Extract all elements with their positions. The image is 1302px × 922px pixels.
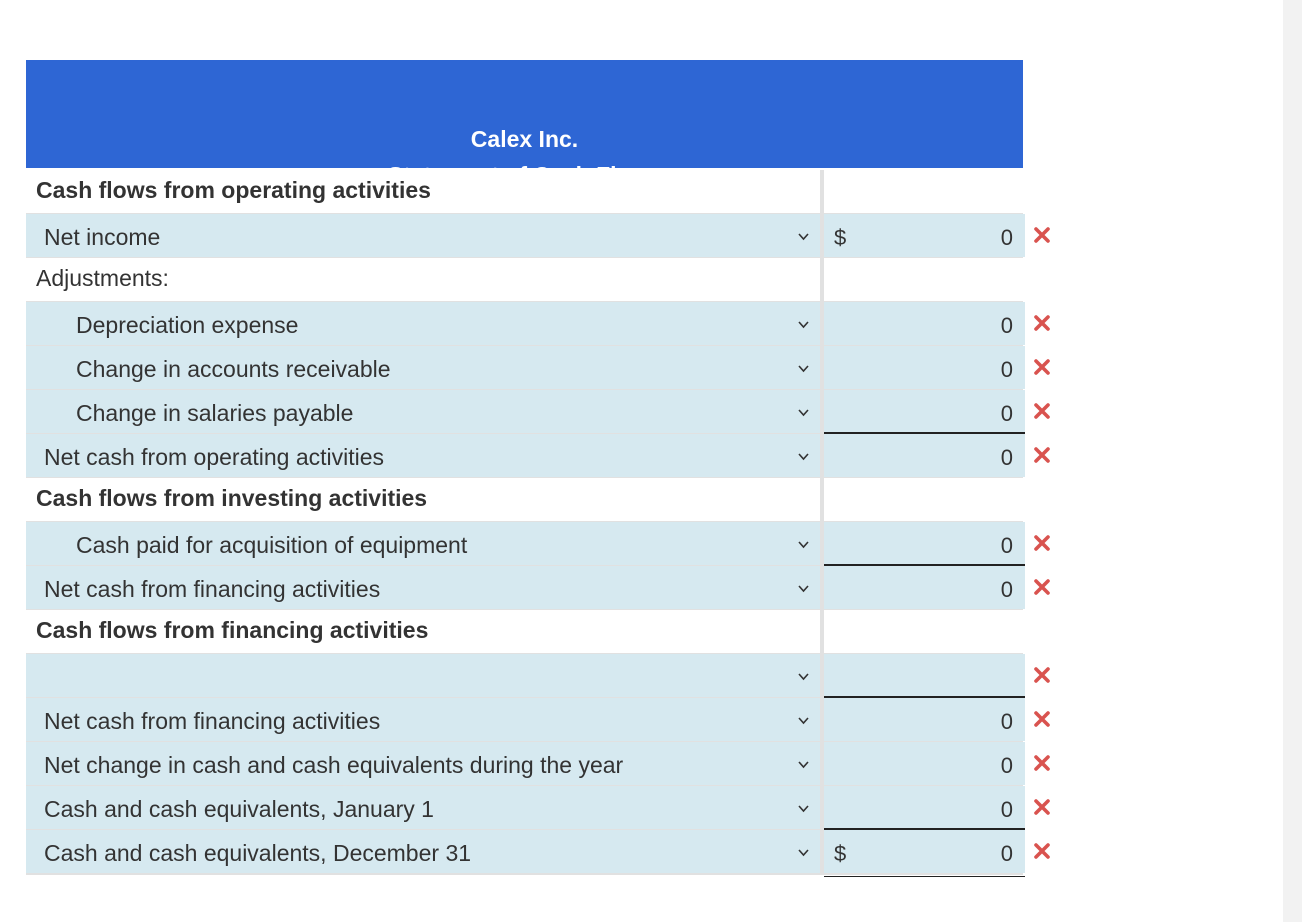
chevron-down-icon (798, 539, 809, 550)
amount-input[interactable] (822, 786, 1025, 829)
amount-value: 0 (1000, 841, 1013, 866)
account-select[interactable] (26, 830, 822, 873)
close-icon (1033, 402, 1051, 420)
section-heading: Cash flows from operating activities (36, 177, 431, 203)
chevron-down-icon (798, 231, 809, 242)
amount-value: 0 (1000, 401, 1013, 426)
table-row (26, 214, 1023, 259)
subheading-label: Adjustments: (36, 265, 169, 291)
amount-cell (822, 258, 1025, 301)
label-cell (26, 478, 822, 521)
amount-input[interactable] (822, 302, 1025, 345)
table-row (26, 522, 1023, 567)
statement-header (26, 60, 1023, 168)
amount-cell (822, 610, 1025, 653)
account-select-value: Cash paid for acquisition of equipment (76, 532, 468, 558)
subheading-row-adjustments (26, 258, 1023, 303)
account-select[interactable] (26, 566, 822, 609)
table-row (26, 434, 1023, 479)
chevron-down-icon (798, 363, 809, 374)
amount-value: 0 (1000, 225, 1013, 250)
section-heading: Cash flows from investing activities (36, 485, 428, 511)
company-name: Calex Inc. (470, 126, 579, 152)
dollar-sign: $ (834, 225, 847, 250)
table-row (26, 654, 1023, 699)
amount-input[interactable] (822, 390, 1025, 433)
close-icon (1033, 842, 1051, 860)
account-select-value: Net change in cash and cash equivalents during the year (44, 752, 624, 778)
account-select-value: Cash and cash equivalents, December 31 (44, 840, 472, 866)
table-row (26, 390, 1023, 435)
chevron-down-icon (798, 803, 809, 814)
amount-value: 0 (1000, 313, 1013, 338)
page-scroll-gutter (1283, 0, 1302, 922)
account-select[interactable] (26, 390, 822, 433)
section-row-investing (26, 478, 1023, 523)
dollar-sign: $ (834, 841, 847, 866)
amount-input[interactable] (822, 742, 1025, 785)
total-rule (824, 828, 1025, 830)
subtotal-rule (824, 696, 1025, 698)
amount-input[interactable] (822, 698, 1025, 741)
amount-input[interactable] (822, 346, 1025, 389)
account-select[interactable] (26, 346, 822, 389)
subtotal-rule (824, 564, 1025, 566)
account-select[interactable] (26, 654, 822, 697)
table-row (26, 742, 1023, 787)
account-select-value: Net cash from financing activities (44, 708, 381, 734)
amount-input[interactable] (822, 830, 1025, 873)
amount-cell (822, 478, 1025, 521)
amount-value: 0 (1000, 577, 1013, 602)
amount-input[interactable] (822, 434, 1025, 477)
table-row (26, 566, 1023, 611)
close-icon (1033, 534, 1051, 552)
account-select[interactable] (26, 522, 822, 565)
chevron-down-icon (798, 715, 809, 726)
close-icon (1033, 666, 1051, 684)
close-icon (1033, 578, 1051, 596)
chevron-down-icon (798, 407, 809, 418)
account-select-value: Depreciation expense (76, 312, 299, 338)
close-icon (1033, 358, 1051, 376)
account-select-value: Net cash from financing activities (44, 576, 381, 602)
chevron-down-icon (798, 847, 809, 858)
chevron-down-icon (798, 583, 809, 594)
close-icon (1033, 754, 1051, 772)
amount-value: 0 (1000, 709, 1013, 734)
amount-value: 0 (1000, 533, 1013, 558)
table-row (26, 786, 1023, 831)
section-row-financing (26, 610, 1023, 655)
account-select-value: Net cash from operating activities (44, 444, 385, 470)
chevron-down-icon (798, 759, 809, 770)
section-row-operating (26, 170, 1023, 215)
label-cell (26, 610, 822, 653)
amount-input[interactable] (822, 214, 1025, 257)
amount-cell (822, 170, 1025, 213)
amount-input[interactable] (822, 654, 1025, 697)
double-underline (824, 876, 1025, 877)
table-row (26, 302, 1023, 347)
amount-value: 0 (1000, 357, 1013, 382)
amount-value: 0 (1000, 445, 1013, 470)
subtotal-rule (824, 432, 1025, 434)
table-row (26, 698, 1023, 743)
account-select[interactable] (26, 434, 822, 477)
account-select[interactable] (26, 214, 822, 257)
label-cell (26, 170, 822, 213)
chevron-down-icon (798, 319, 809, 330)
account-select[interactable] (26, 786, 822, 829)
account-select-value: Cash and cash equivalents, January 1 (44, 796, 434, 822)
table-row (26, 830, 1023, 875)
chevron-down-icon (798, 671, 809, 682)
amount-input[interactable] (822, 522, 1025, 565)
close-icon (1033, 446, 1051, 464)
amount-value: 0 (1000, 753, 1013, 778)
close-icon (1033, 314, 1051, 332)
close-icon (1033, 226, 1051, 244)
section-heading: Cash flows from financing activities (36, 617, 429, 643)
account-select[interactable] (26, 698, 822, 741)
amount-input[interactable] (822, 566, 1025, 609)
label-cell (26, 258, 822, 301)
account-select-value: Change in accounts receivable (76, 356, 391, 382)
table-row (26, 346, 1023, 391)
account-select-value: Net income (44, 224, 161, 250)
account-select[interactable] (26, 742, 822, 785)
chevron-down-icon (798, 451, 809, 462)
account-select[interactable] (26, 302, 822, 345)
close-icon (1033, 798, 1051, 816)
close-icon (1033, 710, 1051, 728)
amount-value: 0 (1000, 797, 1013, 822)
account-select-value: Change in salaries payable (76, 400, 354, 426)
